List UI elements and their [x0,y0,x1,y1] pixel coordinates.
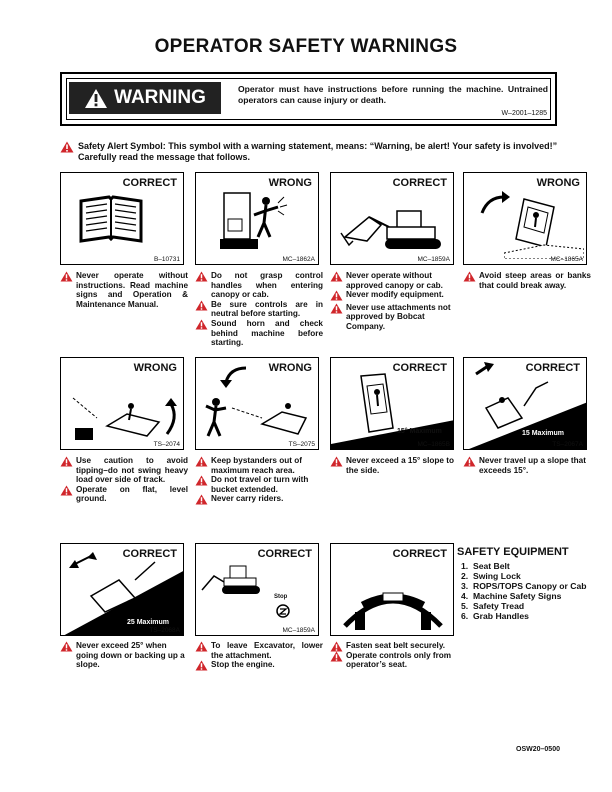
panel-code: TS–2068A [149,627,180,634]
panel-heading: CORRECT [122,548,177,560]
alert-triangle-icon [195,300,208,311]
alert-triangle-icon [195,456,208,467]
caption-canopy [330,271,458,332]
alert-triangle-icon [60,485,73,496]
caption-control-handles [195,271,323,348]
caption-side-slope [330,456,458,475]
alert-triangle-icon [330,271,343,282]
list-item: 3. ROPS/TOPS Canopy or Cab [461,581,587,591]
alert-triangle-icon [195,494,208,505]
caption-item: To leave Excavator, lower the attachment. [195,641,323,660]
warning-box [60,72,557,126]
panel-code: TS–2074 [153,441,180,448]
alert-triangle-icon [195,660,208,671]
caption-leave-excavator [195,641,323,670]
stop-key-icon [276,604,290,618]
caption-seat-belt [330,641,458,670]
panel-steep-areas [463,172,587,265]
document-code: OSW20–0500 [516,746,560,753]
caption-item: Fasten seat belt securely. [330,641,458,651]
max-slope-label: 15 Maximum [522,430,565,437]
alert-triangle-icon [195,319,208,330]
list-item: 1. Seat Belt [461,561,510,571]
panel-heading: CORRECT [525,362,580,374]
panel-seat-belt [330,543,454,636]
seat-belt-operator-illustration [341,566,445,634]
caption-item: Never operate without approved canopy or cab. [330,271,458,290]
alert-triangle-icon [195,475,208,486]
caption-item: Never carry riders. [195,494,323,504]
panel-down-slope [60,543,184,636]
max-slope-label: 25 Maximum [127,619,170,626]
alert-triangle-icon [463,271,476,282]
caption-item: Never operate without instructions. Read machine signs and Operation & Maintenance Manual. [60,271,188,309]
panel-code: MC–1862A [282,256,315,263]
warning-text: Operator must have instructions before running the machine. Untrained operators can cause injury or death. [238,84,548,105]
alert-text: Safety Alert Symbol: This symbol with a warning statement, means: “Warning, be alert! Your safety is involved!” Carefully read the message that follows. [78,141,558,162]
caption-item: Avoid steep areas or banks that could break away. [463,271,591,290]
alert-triangle-icon [60,271,73,282]
operator-entering-cab-illustration [218,189,290,255]
panel-code: MC–1865A [550,256,583,263]
panel-code: TS–2067A [552,441,583,448]
panel-code: MC–1859A [282,627,315,634]
panel-canopy [330,172,454,265]
alert-triangle-icon [60,456,73,467]
alert-triangle-icon [330,303,343,314]
panel-heading: CORRECT [257,548,312,560]
alert-triangle-icon [60,641,73,652]
panel-control-handles [195,172,319,265]
caption-read-manual [60,271,188,309]
panel-code: MC–1859A [417,256,450,263]
alert-triangle-icon [195,271,208,282]
warning-triangle-icon [84,88,108,109]
list-item: 5. Safety Tread [461,601,525,611]
alert-triangle-icon [195,641,208,652]
panel-side-slope [330,357,454,450]
alert-triangle-icon [330,651,343,662]
caption-item: Sound horn and check behind machine before starting. [195,319,323,348]
caption-bystanders [195,456,323,504]
page-title: OPERATOR SAFETY WARNINGS [154,36,458,57]
caption-item: Keep bystanders out of maximum reach area. [195,456,323,475]
panel-code: MC–1865B [417,441,450,448]
caption-item: Do not grasp control handles when entering canopy or cab. [195,271,323,300]
caption-item: Never use attachments not approved by Bobcat Company. [330,303,458,332]
manual-book-icon [79,193,143,245]
bystander-illustration [202,388,316,444]
warning-code: W–2001–1285 [501,110,547,117]
caption-down-slope [60,641,188,670]
warning-badge-label: WARNING [114,87,206,108]
swinging-load-illustration [67,378,181,444]
caption-up-slope [463,456,591,475]
panel-code: TS–2075 [288,441,315,448]
excavator-illustration [339,197,449,253]
alert-triangle-icon [330,456,343,467]
caption-item: Stop the engine. [195,660,323,670]
caption-item: Do not travel or turn with bucket extended. [195,475,323,494]
alert-triangle-icon [463,456,476,467]
max-slope-label: 15° Maximum [397,428,442,435]
caption-item: Be sure controls are in neutral before starting. [195,300,323,319]
panel-heading: CORRECT [392,177,447,189]
panel-leave-excavator [195,543,319,636]
safety-equipment-heading: SAFETY EQUIPMENT [457,546,569,558]
caption-item: Never travel up a slope that exceeds 15°. [463,456,591,475]
caption-item: Use caution to avoid tipping–do not swing heavy load over side of track. [60,456,188,485]
list-item: 2. Swing Lock [461,571,521,581]
safety-equipment-list [457,546,607,621]
caption-swing-load [60,456,188,504]
panel-heading: WRONG [536,177,580,189]
side-slope-illustration [331,358,454,450]
caption-steep-areas [463,271,591,290]
caption-item: Never exceed a 15° slope to the side. [330,456,458,475]
panel-read-manual [60,172,184,265]
stop-label: Stop [274,594,288,600]
panel-heading: CORRECT [392,548,447,560]
panel-heading: WRONG [133,362,177,374]
list-item: 4. Machine Safety Signs [461,591,562,601]
caption-item: Operate on flat, level ground. [60,485,188,504]
excavator-illustration [200,562,266,596]
panel-up-slope [463,357,587,450]
caption-item: Never exceed 25° when going down or backing up a slope. [60,641,188,670]
panel-heading: CORRECT [122,177,177,189]
panel-swing-load [60,357,184,450]
panel-bystanders [195,357,319,450]
panel-code: B–10731 [153,256,180,263]
alert-triangle-icon [330,290,343,301]
warning-badge [69,82,221,114]
machine-tipping-illustration [504,193,584,259]
list-item: 6. Grab Handles [461,611,529,621]
panel-heading: WRONG [268,177,312,189]
panel-heading: WRONG [268,362,312,374]
alert-triangle-icon [60,141,74,153]
panel-heading: CORRECT [392,362,447,374]
caption-item: Operate controls only from operator’s seat. [330,651,458,670]
caption-item: Never modify equipment. [330,290,458,300]
curved-arrow-icon [218,364,250,388]
